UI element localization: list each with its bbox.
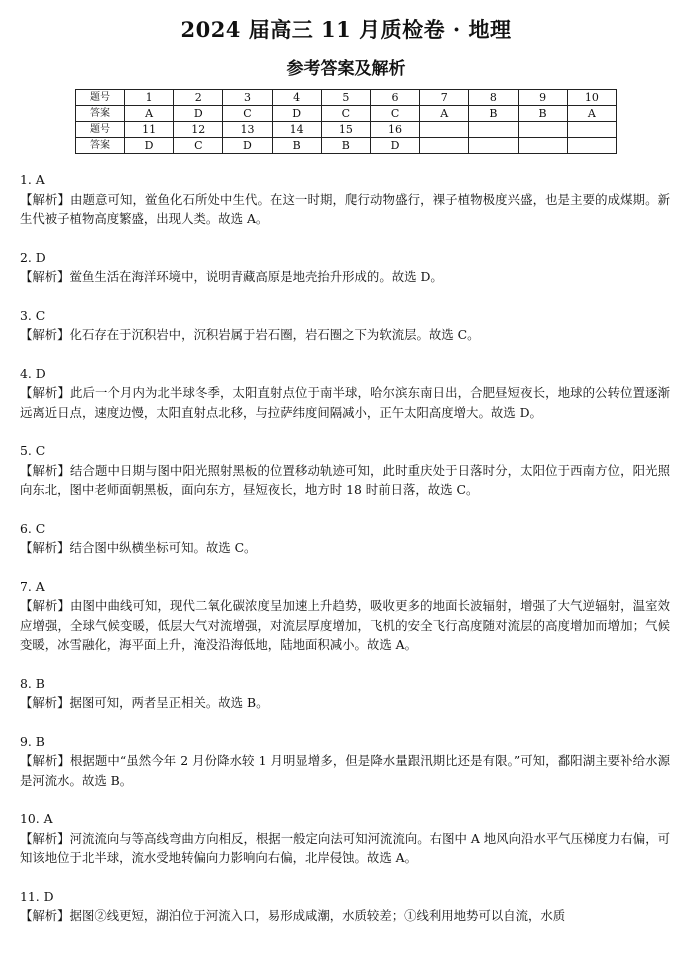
list-item [20,248,670,287]
table-row [76,122,617,138]
question-number [469,122,518,138]
answer-cell: A [420,106,469,122]
answer-cell: B [321,138,370,154]
question-number: 2 [174,90,223,106]
question-number: 12 [174,122,223,138]
answer-cell: B [518,106,567,122]
question-answer-label: 8. B [20,675,45,691]
question-number [420,122,469,138]
question-number: 10 [567,90,616,106]
question-number: 4 [272,90,321,106]
answer-cell: C [223,106,272,122]
answer-cell: D [174,106,223,122]
question-answer-label: 6. C [20,520,46,536]
answer-cell: C [174,138,223,154]
question-number: 14 [272,122,321,138]
explanation-text: 【解析】结合题中日期与图中阳光照射黑板的位置移动轨迹可知，此时重庆处于日落时分，太阳位于西南方位，阳光照向东北，图中老师面朝黑板，面向东方，昼短夜长，地方时 18 时前日落，故选 C。 [20,462,670,497]
explanation-text: 【解析】结合图中纵横坐标可知。故选 C。 [20,540,257,555]
answer-cell: D [272,106,321,122]
answer-cell [420,138,469,154]
answer-cell [469,138,518,154]
question-answer-label: 1. A [20,172,45,187]
question-number: 3 [223,90,272,106]
list-item [20,674,670,713]
question-number [518,122,567,138]
explanation-text: 【解析】根据题中“虽然今年 2 月份降水较 1 月明显增多，但是降水量跟汛期比还是有限。”可知，鄱阳湖主要补给水源是河流水。故选 B。 [20,753,670,788]
explanation-text: 【解析】由题意可知，鲎鱼化石所处中生代。在这一时期，爬行动物盛行，裸子植物极度兴盛，也是主要的成煤期。新生代被子植物高度繁盛，出现人类。故选 A。 [20,191,670,226]
answer-cell [518,138,567,154]
question-number: 16 [370,122,419,138]
question-number: 11 [125,122,174,138]
question-answer-label: 3. C [20,307,46,323]
explanation-text: 【解析】此后一个月内为北半球冬季，太阳直射点位于南半球，哈尔滨东南日出，合肥昼短夜长，地球的公转位置逐渐远离近日点，速度边慢，太阳直射点北移，与拉萨纬度间隔减小，正午太阳高度增大。故选 D。 [20,385,670,420]
page-subtitle: 参考答案及解析 [286,59,406,79]
answer-cell: A [567,106,616,122]
question-number: 6 [370,90,419,106]
list-item [20,809,670,868]
list-item [20,364,670,423]
row-header-answer: 答案 [76,138,125,154]
row-header-question: 题号 [76,122,125,138]
question-number: 15 [321,122,370,138]
explanations-list [20,170,670,945]
explanation-text: 【解析】河流流向与等高线弯曲方向相反，根据一般定向法可知河流流向。右图中 A 地风向沿水平气压梯度力右偏，可知该地位于北半球，流水受地转偏向力影响向右偏，北岸侵蚀。故选 A。 [20,830,670,865]
explanation-text: 【解析】据图可知，两者呈正相关。故选 B。 [20,695,269,710]
answer-cell [567,138,616,154]
answer-cell: A [125,106,174,122]
explanation-text: 【解析】据图②线更短，湖泊位于河流入口，易形成咸潮，水质较差；①线利用地势可以自流，水质 [20,908,566,923]
question-number: 8 [469,90,518,106]
question-answer-label: 9. B [20,733,45,749]
question-number: 5 [321,90,370,106]
answer-cell: B [469,106,518,122]
answer-cell: C [370,106,419,122]
answer-cell: C [321,106,370,122]
table-row [76,138,617,154]
list-item [20,519,670,558]
row-header-question: 题号 [76,90,125,106]
answer-cell: D [370,138,419,154]
question-answer-label: 5. C [20,443,46,458]
answer-table [75,89,617,154]
question-number: 13 [223,122,272,138]
explanation-text: 【解析】由图中曲线可知，现代二氧化碳浓度呈加速上升趋势，吸收更多的地面长波辐射，增强了大气逆辐射，温室效应增强，全球气候变暖，低层大气对流增强，对流层厚度增加，飞机的安全飞行高度随对流层的高度增加而增加；气候变暖，冰雪融化，海平面上升，淹没沿海低地，陆地面积减小。故选 A。 [20,598,670,652]
explanation-text: 【解析】鲎鱼生活在海洋环境中，说明青藏高原是地壳抬升形成的。故选 D。 [20,269,443,284]
list-item [20,306,670,345]
question-answer-label: 2. D [20,249,46,265]
answer-cell: D [223,138,272,154]
list-item [20,732,670,791]
answer-cell: D [125,138,174,154]
list-item [20,577,670,655]
page-title: 2024 届高三 11 月质检卷 · 地理 [180,17,512,42]
list-item [20,887,670,926]
question-answer-label: 4. D [20,365,46,381]
explanation-text: 【解析】化石存在于沉积岩中，沉积岩属于岩石圈，岩石圈之下为软流层。故选 C。 [20,327,480,342]
question-number: 9 [518,90,567,106]
question-answer-label: 7. A [20,578,45,594]
question-number: 7 [420,90,469,106]
table-row [76,106,617,122]
question-number: 1 [125,90,174,106]
list-item [20,441,670,500]
row-header-answer: 答案 [76,106,125,122]
question-answer-label: 11. D [20,888,54,904]
answer-cell: B [272,138,321,154]
list-item [20,170,670,229]
question-number [567,122,616,138]
table-row [76,90,617,106]
question-answer-label: 10. A [20,811,53,826]
